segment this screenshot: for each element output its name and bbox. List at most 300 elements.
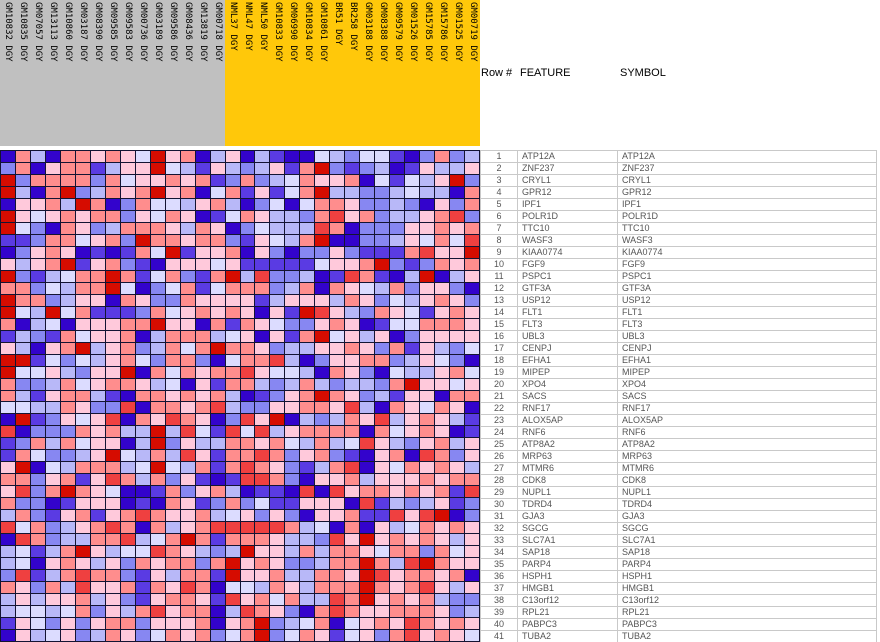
heatmap-cell[interactable] <box>435 618 449 629</box>
heatmap-cell[interactable] <box>31 630 45 641</box>
heatmap-cell[interactable] <box>285 355 299 366</box>
heatmap-cell[interactable] <box>375 414 389 425</box>
heatmap-cell[interactable] <box>270 594 284 605</box>
heatmap-cell[interactable] <box>31 259 45 270</box>
heatmap-cell[interactable] <box>151 594 165 605</box>
heatmap-cell[interactable] <box>375 606 389 617</box>
cell-feature[interactable]: ATP8A2 <box>518 439 618 450</box>
heatmap-cell[interactable] <box>136 163 150 174</box>
heatmap-cell[interactable] <box>390 462 404 473</box>
heatmap-cell[interactable] <box>345 414 359 425</box>
column-label[interactable]: GM09585 DGY <box>108 2 118 62</box>
heatmap-cell[interactable] <box>181 187 195 198</box>
heatmap-cell[interactable] <box>330 534 344 545</box>
heatmap-cell[interactable] <box>300 367 314 378</box>
heatmap-cell[interactable] <box>106 175 120 186</box>
heatmap-cell[interactable] <box>420 630 434 641</box>
heatmap-cell[interactable] <box>315 343 329 354</box>
heatmap-cell[interactable] <box>315 283 329 294</box>
cell-row-number[interactable]: 30 <box>480 499 518 510</box>
heatmap-cell[interactable] <box>91 307 105 318</box>
heatmap-cell[interactable] <box>196 223 210 234</box>
heatmap-cell[interactable] <box>226 319 240 330</box>
heatmap-cell[interactable] <box>166 319 180 330</box>
heatmap-cell[interactable] <box>121 462 135 473</box>
cell-symbol[interactable]: KIAA0774 <box>618 247 877 258</box>
heatmap-cell[interactable] <box>420 486 434 497</box>
heatmap-cell[interactable] <box>106 534 120 545</box>
heatmap-cell[interactable] <box>121 486 135 497</box>
heatmap-cell[interactable] <box>435 187 449 198</box>
heatmap-cell[interactable] <box>270 558 284 569</box>
heatmap-cell[interactable] <box>435 606 449 617</box>
heatmap-cell[interactable] <box>420 295 434 306</box>
heatmap-cell[interactable] <box>255 618 269 629</box>
cell-feature[interactable]: GPR12 <box>518 187 618 198</box>
heatmap-cell[interactable] <box>465 247 479 258</box>
heatmap-cell[interactable] <box>405 223 419 234</box>
column-label[interactable]: BR258 DGY <box>348 2 358 51</box>
heatmap-cell[interactable] <box>121 247 135 258</box>
heatmap-cell[interactable] <box>106 163 120 174</box>
cell-symbol[interactable]: GPR12 <box>618 187 877 198</box>
heatmap-cell[interactable] <box>76 486 90 497</box>
heatmap-cell[interactable] <box>285 343 299 354</box>
heatmap-cell[interactable] <box>166 486 180 497</box>
heatmap-cell[interactable] <box>106 582 120 593</box>
heatmap-cell[interactable] <box>270 546 284 557</box>
heatmap-cell[interactable] <box>405 151 419 162</box>
heatmap-cell[interactable] <box>465 630 479 641</box>
heatmap-cell[interactable] <box>315 331 329 342</box>
heatmap-cell[interactable] <box>166 259 180 270</box>
heatmap-cell[interactable] <box>46 199 60 210</box>
heatmap-cell[interactable] <box>241 402 255 413</box>
heatmap-cell[interactable] <box>16 402 30 413</box>
heatmap-cell[interactable] <box>226 295 240 306</box>
heatmap-cell[interactable] <box>315 151 329 162</box>
cell-symbol[interactable]: RNF17 <box>618 403 877 414</box>
heatmap-cell[interactable] <box>465 319 479 330</box>
heatmap-cell[interactable] <box>181 450 195 461</box>
cell-row-number[interactable]: 10 <box>480 259 518 270</box>
column-label[interactable]: BR51 DGY <box>333 2 343 46</box>
heatmap-cell[interactable] <box>91 630 105 641</box>
heatmap-cell[interactable] <box>46 582 60 593</box>
heatmap-cell[interactable] <box>196 307 210 318</box>
heatmap-cell[interactable] <box>181 570 195 581</box>
heatmap-cell[interactable] <box>255 271 269 282</box>
heatmap-cell[interactable] <box>315 295 329 306</box>
heatmap-cell[interactable] <box>181 151 195 162</box>
column-label[interactable]: GM10832 DGY <box>3 2 13 62</box>
heatmap-cell[interactable] <box>465 295 479 306</box>
cell-feature[interactable]: ZNF237 <box>518 163 618 174</box>
heatmap-cell[interactable] <box>360 151 374 162</box>
heatmap-cell[interactable] <box>1 319 15 330</box>
cell-symbol[interactable]: PARP4 <box>618 559 877 570</box>
heatmap-cell[interactable] <box>465 498 479 509</box>
heatmap-cell[interactable] <box>241 474 255 485</box>
heatmap-cell[interactable] <box>270 474 284 485</box>
heatmap-cell[interactable] <box>315 606 329 617</box>
heatmap-cell[interactable] <box>166 630 180 641</box>
heatmap-cell[interactable] <box>211 211 225 222</box>
heatmap-cell[interactable] <box>31 379 45 390</box>
column-label[interactable]: GM01526 DGY <box>408 2 418 62</box>
heatmap-cell[interactable] <box>31 199 45 210</box>
heatmap-cell[interactable] <box>196 570 210 581</box>
heatmap-cell[interactable] <box>345 163 359 174</box>
heatmap-cell[interactable] <box>226 163 240 174</box>
heatmap-cell[interactable] <box>31 343 45 354</box>
heatmap-cell[interactable] <box>121 510 135 521</box>
heatmap-cell[interactable] <box>166 295 180 306</box>
heatmap-cell[interactable] <box>91 379 105 390</box>
heatmap-cell[interactable] <box>151 474 165 485</box>
heatmap-cell[interactable] <box>16 367 30 378</box>
heatmap-cell[interactable] <box>360 343 374 354</box>
heatmap-cell[interactable] <box>360 235 374 246</box>
heatmap-cell[interactable] <box>211 474 225 485</box>
heatmap-cell[interactable] <box>345 450 359 461</box>
cell-symbol[interactable]: FLT3 <box>618 319 877 330</box>
heatmap-cell[interactable] <box>121 534 135 545</box>
cell-feature[interactable]: ATP12A <box>518 151 618 162</box>
heatmap-cell[interactable] <box>61 618 75 629</box>
heatmap-cell[interactable] <box>241 235 255 246</box>
heatmap-cell[interactable] <box>1 283 15 294</box>
heatmap-cell[interactable] <box>420 367 434 378</box>
heatmap-cell[interactable] <box>375 283 389 294</box>
heatmap-cell[interactable] <box>196 235 210 246</box>
heatmap-cell[interactable] <box>166 438 180 449</box>
cell-row-number[interactable]: 32 <box>480 523 518 534</box>
heatmap-cell[interactable] <box>435 355 449 366</box>
heatmap-cell[interactable] <box>241 438 255 449</box>
cell-row-number[interactable]: 1 <box>480 151 518 162</box>
heatmap-cell[interactable] <box>420 510 434 521</box>
heatmap-cell[interactable] <box>255 175 269 186</box>
heatmap-cell[interactable] <box>181 414 195 425</box>
heatmap-cell[interactable] <box>270 438 284 449</box>
heatmap-cell[interactable] <box>405 283 419 294</box>
heatmap-cell[interactable] <box>405 474 419 485</box>
heatmap-cell[interactable] <box>345 223 359 234</box>
heatmap-cell[interactable] <box>31 295 45 306</box>
heatmap-cell[interactable] <box>181 175 195 186</box>
heatmap-cell[interactable] <box>420 223 434 234</box>
heatmap-cell[interactable] <box>166 534 180 545</box>
heatmap-cell[interactable] <box>151 558 165 569</box>
heatmap-cell[interactable] <box>360 534 374 545</box>
heatmap-cell[interactable] <box>211 391 225 402</box>
heatmap-cell[interactable] <box>390 343 404 354</box>
heatmap-cell[interactable] <box>345 510 359 521</box>
heatmap-cell[interactable] <box>121 474 135 485</box>
heatmap-cell[interactable] <box>270 295 284 306</box>
heatmap-cell[interactable] <box>46 546 60 557</box>
heatmap-cell[interactable] <box>91 582 105 593</box>
heatmap-cell[interactable] <box>285 426 299 437</box>
heatmap-cell[interactable] <box>390 247 404 258</box>
heatmap-cell[interactable] <box>450 187 464 198</box>
heatmap-cell[interactable] <box>420 211 434 222</box>
heatmap-cell[interactable] <box>46 486 60 497</box>
heatmap-cell[interactable] <box>465 223 479 234</box>
heatmap-cell[interactable] <box>405 450 419 461</box>
heatmap-cell[interactable] <box>106 259 120 270</box>
cell-feature[interactable]: TDRD4 <box>518 499 618 510</box>
heatmap-cell[interactable] <box>16 343 30 354</box>
heatmap-cell[interactable] <box>106 594 120 605</box>
heatmap-cell[interactable] <box>345 630 359 641</box>
cell-row-number[interactable]: 2 <box>480 163 518 174</box>
heatmap-cell[interactable] <box>270 283 284 294</box>
heatmap-cell[interactable] <box>285 606 299 617</box>
heatmap-cell[interactable] <box>166 546 180 557</box>
heatmap-cell[interactable] <box>420 558 434 569</box>
heatmap-cell[interactable] <box>211 331 225 342</box>
heatmap-cell[interactable] <box>420 498 434 509</box>
cell-row-number[interactable]: 26 <box>480 451 518 462</box>
heatmap-cell[interactable] <box>196 271 210 282</box>
heatmap-cell[interactable] <box>270 163 284 174</box>
heatmap-cell[interactable] <box>285 498 299 509</box>
heatmap-cell[interactable] <box>181 558 195 569</box>
heatmap-cell[interactable] <box>390 438 404 449</box>
heatmap-cell[interactable] <box>330 163 344 174</box>
heatmap-cell[interactable] <box>330 474 344 485</box>
cell-row-number[interactable]: 35 <box>480 559 518 570</box>
heatmap-cell[interactable] <box>435 175 449 186</box>
heatmap-cell[interactable] <box>31 618 45 629</box>
heatmap-cell[interactable] <box>76 175 90 186</box>
heatmap-cell[interactable] <box>211 271 225 282</box>
heatmap-cell[interactable] <box>390 175 404 186</box>
cell-feature[interactable]: HMGB1 <box>518 583 618 594</box>
cell-row-number[interactable]: 22 <box>480 403 518 414</box>
cell-row-number[interactable]: 12 <box>480 283 518 294</box>
heatmap-cell[interactable] <box>76 570 90 581</box>
heatmap-cell[interactable] <box>315 510 329 521</box>
heatmap-cell[interactable] <box>196 474 210 485</box>
heatmap-cell[interactable] <box>181 379 195 390</box>
column-label[interactable]: GM10833 DGY <box>273 2 283 62</box>
heatmap-cell[interactable] <box>450 163 464 174</box>
heatmap-cell[interactable] <box>106 414 120 425</box>
heatmap-cell[interactable] <box>330 414 344 425</box>
cell-feature[interactable]: XPO4 <box>518 379 618 390</box>
heatmap-cell[interactable] <box>420 462 434 473</box>
heatmap-cell[interactable] <box>46 331 60 342</box>
heatmap-cell[interactable] <box>211 367 225 378</box>
heatmap-cell[interactable] <box>300 606 314 617</box>
heatmap-cell[interactable] <box>16 486 30 497</box>
heatmap-cell[interactable] <box>91 319 105 330</box>
heatmap-cell[interactable] <box>345 582 359 593</box>
heatmap-cell[interactable] <box>91 391 105 402</box>
heatmap-cell[interactable] <box>166 367 180 378</box>
heatmap-cell[interactable] <box>375 175 389 186</box>
heatmap-cell[interactable] <box>16 618 30 629</box>
heatmap-cell[interactable] <box>181 343 195 354</box>
heatmap-cell[interactable] <box>196 199 210 210</box>
heatmap-cell[interactable] <box>1 522 15 533</box>
heatmap-cell[interactable] <box>16 534 30 545</box>
heatmap-cell[interactable] <box>226 582 240 593</box>
heatmap-cell[interactable] <box>196 414 210 425</box>
heatmap-cell[interactable] <box>270 486 284 497</box>
heatmap-cell[interactable] <box>270 606 284 617</box>
heatmap-cell[interactable] <box>61 163 75 174</box>
heatmap-cell[interactable] <box>345 355 359 366</box>
heatmap-cell[interactable] <box>1 235 15 246</box>
heatmap-cell[interactable] <box>360 259 374 270</box>
heatmap-cell[interactable] <box>226 630 240 641</box>
heatmap-cell[interactable] <box>465 199 479 210</box>
heatmap-cell[interactable] <box>61 630 75 641</box>
heatmap-cell[interactable] <box>76 498 90 509</box>
heatmap-cell[interactable] <box>196 163 210 174</box>
heatmap-cell[interactable] <box>405 462 419 473</box>
heatmap-cell[interactable] <box>106 618 120 629</box>
cell-feature[interactable]: TUBA2 <box>518 631 618 642</box>
heatmap-cell[interactable] <box>285 235 299 246</box>
heatmap-cell[interactable] <box>270 199 284 210</box>
heatmap-cell[interactable] <box>375 355 389 366</box>
heatmap-cell[interactable] <box>1 594 15 605</box>
heatmap-cell[interactable] <box>255 211 269 222</box>
heatmap-cell[interactable] <box>121 594 135 605</box>
heatmap-cell[interactable] <box>16 522 30 533</box>
heatmap-cell[interactable] <box>106 247 120 258</box>
heatmap-cell[interactable] <box>300 438 314 449</box>
column-label[interactable]: GM03187 DGY <box>78 2 88 62</box>
column-label[interactable]: NML50 DGY <box>258 2 268 51</box>
heatmap-cell[interactable] <box>226 486 240 497</box>
heatmap-cell[interactable] <box>16 223 30 234</box>
heatmap-cell[interactable] <box>330 355 344 366</box>
heatmap-cell[interactable] <box>16 474 30 485</box>
cell-row-number[interactable]: 31 <box>480 511 518 522</box>
heatmap-cell[interactable] <box>1 402 15 413</box>
heatmap-cell[interactable] <box>166 462 180 473</box>
heatmap-cell[interactable] <box>241 558 255 569</box>
heatmap-cell[interactable] <box>375 223 389 234</box>
heatmap-cell[interactable] <box>360 247 374 258</box>
heatmap-cell[interactable] <box>270 343 284 354</box>
cell-feature[interactable]: CRYL1 <box>518 175 618 186</box>
heatmap-cell[interactable] <box>61 462 75 473</box>
heatmap-cell[interactable] <box>315 271 329 282</box>
heatmap-cell[interactable] <box>315 367 329 378</box>
heatmap-cell[interactable] <box>345 486 359 497</box>
heatmap-cell[interactable] <box>330 558 344 569</box>
heatmap-cell[interactable] <box>375 570 389 581</box>
heatmap-cell[interactable] <box>375 271 389 282</box>
cell-feature[interactable]: RNF6 <box>518 427 618 438</box>
heatmap-cell[interactable] <box>1 498 15 509</box>
heatmap-cell[interactable] <box>166 391 180 402</box>
column-label[interactable]: GM15785 DGY <box>423 2 433 62</box>
heatmap-cell[interactable] <box>375 331 389 342</box>
heatmap-cell[interactable] <box>106 450 120 461</box>
heatmap-cell[interactable] <box>16 163 30 174</box>
heatmap-cell[interactable] <box>16 259 30 270</box>
heatmap-cell[interactable] <box>181 283 195 294</box>
heatmap-cell[interactable] <box>46 271 60 282</box>
heatmap-cell[interactable] <box>390 319 404 330</box>
cell-feature[interactable]: RNF17 <box>518 403 618 414</box>
heatmap-cell[interactable] <box>181 367 195 378</box>
heatmap-cell[interactable] <box>360 594 374 605</box>
heatmap-cell[interactable] <box>76 259 90 270</box>
heatmap-cell[interactable] <box>226 426 240 437</box>
heatmap-cell[interactable] <box>390 558 404 569</box>
heatmap-cell[interactable] <box>46 534 60 545</box>
cell-symbol[interactable]: IPF1 <box>618 199 877 210</box>
heatmap-cell[interactable] <box>255 630 269 641</box>
heatmap-cell[interactable] <box>405 486 419 497</box>
heatmap-cell[interactable] <box>270 630 284 641</box>
heatmap-cell[interactable] <box>300 235 314 246</box>
heatmap-cell[interactable] <box>241 175 255 186</box>
heatmap-cell[interactable] <box>315 618 329 629</box>
heatmap-cell[interactable] <box>405 391 419 402</box>
heatmap-cell[interactable] <box>285 522 299 533</box>
heatmap-cell[interactable] <box>315 355 329 366</box>
heatmap-cell[interactable] <box>420 474 434 485</box>
heatmap-cell[interactable] <box>450 450 464 461</box>
heatmap-cell[interactable] <box>16 307 30 318</box>
heatmap-cell[interactable] <box>136 582 150 593</box>
heatmap-cell[interactable] <box>285 462 299 473</box>
heatmap-cell[interactable] <box>106 462 120 473</box>
cell-row-number[interactable]: 13 <box>480 295 518 306</box>
heatmap-cell[interactable] <box>360 558 374 569</box>
heatmap-cell[interactable] <box>300 151 314 162</box>
heatmap-cell[interactable] <box>435 367 449 378</box>
heatmap-cell[interactable] <box>196 498 210 509</box>
heatmap-cell[interactable] <box>1 630 15 641</box>
heatmap-cell[interactable] <box>61 319 75 330</box>
heatmap-cell[interactable] <box>465 187 479 198</box>
heatmap-cell[interactable] <box>285 199 299 210</box>
heatmap-cell[interactable] <box>450 522 464 533</box>
heatmap-cell[interactable] <box>136 175 150 186</box>
heatmap-cell[interactable] <box>181 271 195 282</box>
heatmap-cell[interactable] <box>61 558 75 569</box>
heatmap-cell[interactable] <box>360 414 374 425</box>
heatmap-cell[interactable] <box>166 151 180 162</box>
heatmap-cell[interactable] <box>285 546 299 557</box>
heatmap-cell[interactable] <box>285 402 299 413</box>
cell-symbol[interactable]: GTF3A <box>618 283 877 294</box>
cell-feature[interactable]: FLT3 <box>518 319 618 330</box>
heatmap-cell[interactable] <box>196 606 210 617</box>
heatmap-cell[interactable] <box>91 187 105 198</box>
heatmap-cell[interactable] <box>226 199 240 210</box>
heatmap-cell[interactable] <box>420 402 434 413</box>
heatmap-cell[interactable] <box>151 438 165 449</box>
heatmap-cell[interactable] <box>450 414 464 425</box>
heatmap-cell[interactable] <box>136 391 150 402</box>
heatmap-cell[interactable] <box>360 498 374 509</box>
heatmap-cell[interactable] <box>226 355 240 366</box>
heatmap-cell[interactable] <box>136 151 150 162</box>
heatmap-cell[interactable] <box>61 414 75 425</box>
